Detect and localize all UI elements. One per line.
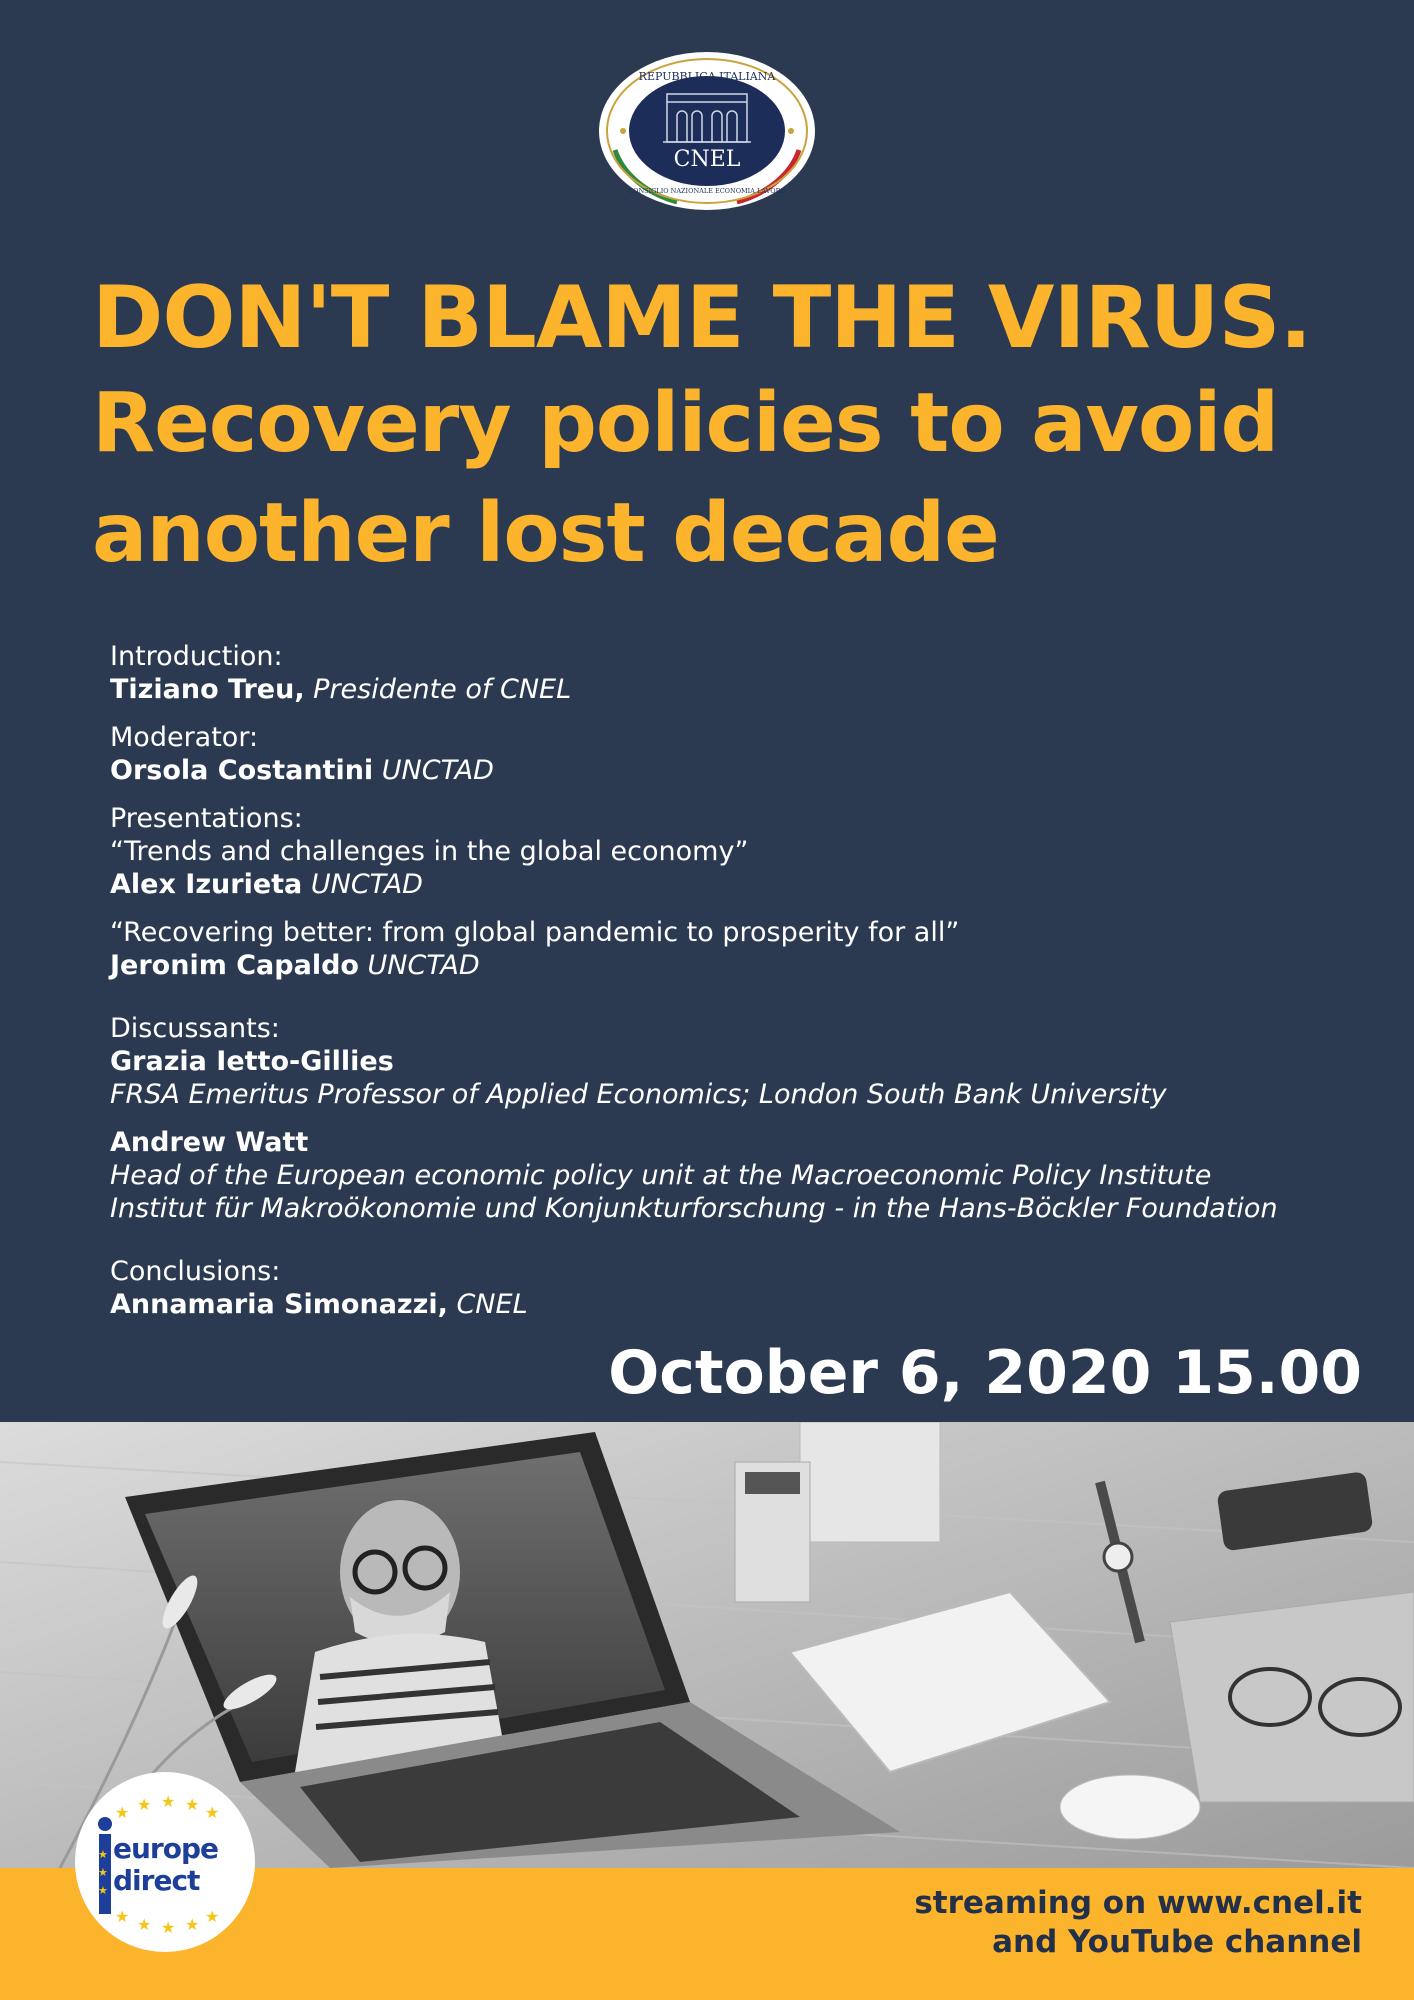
discussant1-name: Grazia Ietto-Gillies bbox=[110, 1046, 394, 1077]
talk2-title: “Recovering better: from global pandemic to prosperity for all” bbox=[110, 917, 960, 948]
talk2-affiliation: UNCTAD bbox=[358, 950, 480, 981]
discussant2-section bbox=[110, 1126, 1330, 1225]
discussant2-role-1: Head of the European economic policy unit at the Macroeconomic Policy Institute bbox=[110, 1160, 1212, 1191]
conclusions-label: Conclusions: bbox=[110, 1256, 281, 1287]
introduction-name: Tiziano Treu, bbox=[110, 674, 305, 705]
svg-text:★: ★ bbox=[161, 1794, 176, 1811]
europe-direct-badge bbox=[75, 1772, 255, 1952]
logo-name: CNEL bbox=[673, 147, 741, 172]
presentations-label: Presentations: bbox=[110, 803, 303, 834]
svg-text:★: ★ bbox=[115, 1909, 130, 1926]
talk1-speaker: Alex Izurieta bbox=[110, 869, 303, 900]
streaming-line-1: streaming on www.cnel.it bbox=[914, 1885, 1362, 1921]
streaming-info bbox=[914, 1884, 1362, 1962]
badge-word-2: direct bbox=[113, 1864, 200, 1897]
title-line-3: another lost decade bbox=[92, 486, 999, 581]
title-line-2: Recovery policies to avoid bbox=[92, 376, 1279, 471]
svg-text:★: ★ bbox=[185, 1917, 200, 1934]
talk1-title: “Trends and challenges in the global economy” bbox=[110, 836, 749, 867]
svg-text:★: ★ bbox=[205, 1805, 220, 1822]
svg-text:★: ★ bbox=[98, 1885, 108, 1897]
conclusions-section bbox=[110, 1255, 1330, 1321]
discussant1-role: FRSA Emeritus Professor of Applied Economics; London South Bank University bbox=[110, 1079, 1167, 1110]
svg-text:★: ★ bbox=[205, 1909, 220, 1926]
streaming-line-2: and YouTube channel bbox=[992, 1924, 1362, 1960]
moderator-affiliation: UNCTAD bbox=[373, 755, 494, 786]
svg-text:★: ★ bbox=[98, 1867, 108, 1879]
introduction-affiliation: Presidente of CNEL bbox=[304, 674, 572, 705]
discussant2-role-2: Institut für Makroökonomie und Konjunkturforschung - in the Hans-Böckler Foundation bbox=[110, 1193, 1278, 1224]
discussants-section bbox=[110, 1012, 1330, 1111]
svg-text:★: ★ bbox=[115, 1805, 130, 1822]
logo-ring-text-bottom: CONSIGLIO NAZIONALE ECONOMIA LAVORO bbox=[628, 187, 786, 195]
introduction-label: Introduction: bbox=[110, 641, 283, 672]
moderator-section bbox=[110, 721, 1330, 787]
talk2-speaker: Jeronim Capaldo bbox=[110, 950, 359, 981]
introduction-section bbox=[110, 640, 1330, 706]
conclusions-name: Annamaria Simonazzi, bbox=[110, 1289, 448, 1320]
svg-text:★: ★ bbox=[98, 1849, 108, 1861]
talk1-affiliation: UNCTAD bbox=[302, 869, 423, 900]
program bbox=[110, 640, 1330, 1336]
title-line-1: DON'T BLAME THE VIRUS. bbox=[92, 268, 1312, 368]
moderator-name: Orsola Costantini bbox=[110, 755, 374, 786]
svg-text:★: ★ bbox=[185, 1797, 200, 1814]
event-date: October 6, 2020 15.00 bbox=[608, 1338, 1362, 1408]
discussant2-name: Andrew Watt bbox=[110, 1127, 309, 1158]
moderator-label: Moderator: bbox=[110, 722, 259, 753]
talk2-section bbox=[110, 916, 1330, 982]
presentations-section bbox=[110, 802, 1330, 901]
discussants-label: Discussants: bbox=[110, 1013, 280, 1044]
svg-text:★: ★ bbox=[161, 1920, 176, 1937]
conclusions-affiliation: CNEL bbox=[447, 1289, 528, 1320]
svg-text:★: ★ bbox=[137, 1917, 152, 1934]
badge-word-1: europe bbox=[113, 1832, 219, 1865]
cnel-logo bbox=[597, 50, 817, 212]
logo-ring-text: REPUBBLICA ITALIANA bbox=[638, 70, 776, 83]
svg-text:★: ★ bbox=[137, 1797, 152, 1814]
